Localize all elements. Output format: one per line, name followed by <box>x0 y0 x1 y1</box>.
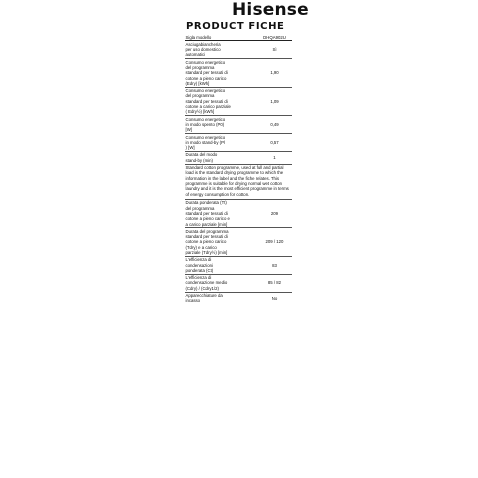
row-label <box>185 256 257 274</box>
row-label-text: Durata del programma standard per tessuti di cotone a pieno carico (Tdry) e a carico parziale (Tdry½) [min] <box>185 228 229 255</box>
row-value: 83 <box>272 262 277 268</box>
row-value: 1,09 <box>270 98 279 104</box>
header-label: Sigla modello <box>185 34 212 40</box>
row-label <box>185 116 257 134</box>
row-value: 0,57 <box>270 139 279 145</box>
row-label-text: Consumo energetico in modo spento (P0) [W] <box>185 116 226 133</box>
table-row <box>185 87 292 115</box>
table-header-row <box>185 34 292 41</box>
header-value: DHQA902U <box>263 34 286 40</box>
row-value: 1,90 <box>270 70 279 76</box>
row-label <box>185 200 257 228</box>
row-label <box>185 151 257 164</box>
row-label-text: Consumo energetico del programma standard per tessuti di cotone a carico parziale ( Edry½) [kWh] <box>185 88 231 115</box>
table-row <box>185 59 292 87</box>
row-label <box>185 292 257 304</box>
row-label-text: Consumo energetico in modo stand-by (Pl ) [W] <box>185 134 226 151</box>
row-value: 209 / 120 <box>265 239 284 245</box>
table-row <box>185 151 292 164</box>
row-label-text: L'efficienza di condensazione medio (Cdry) / (Cdry1/2) <box>185 275 228 291</box>
row-label-text: Durata del modo stand-by (min) <box>185 152 218 163</box>
table-row <box>185 256 292 274</box>
page-title: PRODUCT FICHE <box>186 21 285 32</box>
row-label <box>185 274 257 292</box>
row-label <box>185 59 257 87</box>
table-row <box>185 228 292 256</box>
table-row <box>185 200 292 228</box>
row-label-text: Apparecchiature da incasso <box>185 293 223 304</box>
row-value: Sì <box>272 47 277 53</box>
row-label-text: L'efficienza di condensazioni ponderata (Ct) <box>185 257 214 273</box>
row-value: 0,49 <box>270 121 279 127</box>
row-value: 209 <box>270 210 279 216</box>
brand-logo: Hisense <box>232 0 309 20</box>
table-row <box>185 292 292 304</box>
row-label-text: Durata ponderata (Tt) del programma standard per tessuti di cotone a pieno carico e a carico parziale [min] <box>185 200 230 227</box>
row-label <box>185 87 257 115</box>
product-fiche-table <box>185 34 292 304</box>
row-label: Asciugabiancheria per uso domestico automatici <box>185 41 221 58</box>
row-label-text: Consumo energetico del programma standard per tessuti di cotone a pieno carico (Edry) [kWh] <box>185 59 228 86</box>
row-label <box>185 134 257 152</box>
table-row <box>185 134 292 152</box>
table-row <box>185 274 292 292</box>
row-value: No <box>271 295 278 301</box>
standard-programme-note: Standard cotton programme, used at full and partial load is the standard drying programme to which the information in the label and the fiche relates. This programme is suitable for drying normal wet cotton laundry and it is the most efficient programme in terms of energy consumption for cotton. <box>185 165 292 200</box>
row-value: 1 <box>273 155 276 161</box>
row-value: 85 / 82 <box>267 280 282 286</box>
table-row <box>185 116 292 134</box>
table-row <box>185 41 292 59</box>
row-label <box>185 228 257 256</box>
